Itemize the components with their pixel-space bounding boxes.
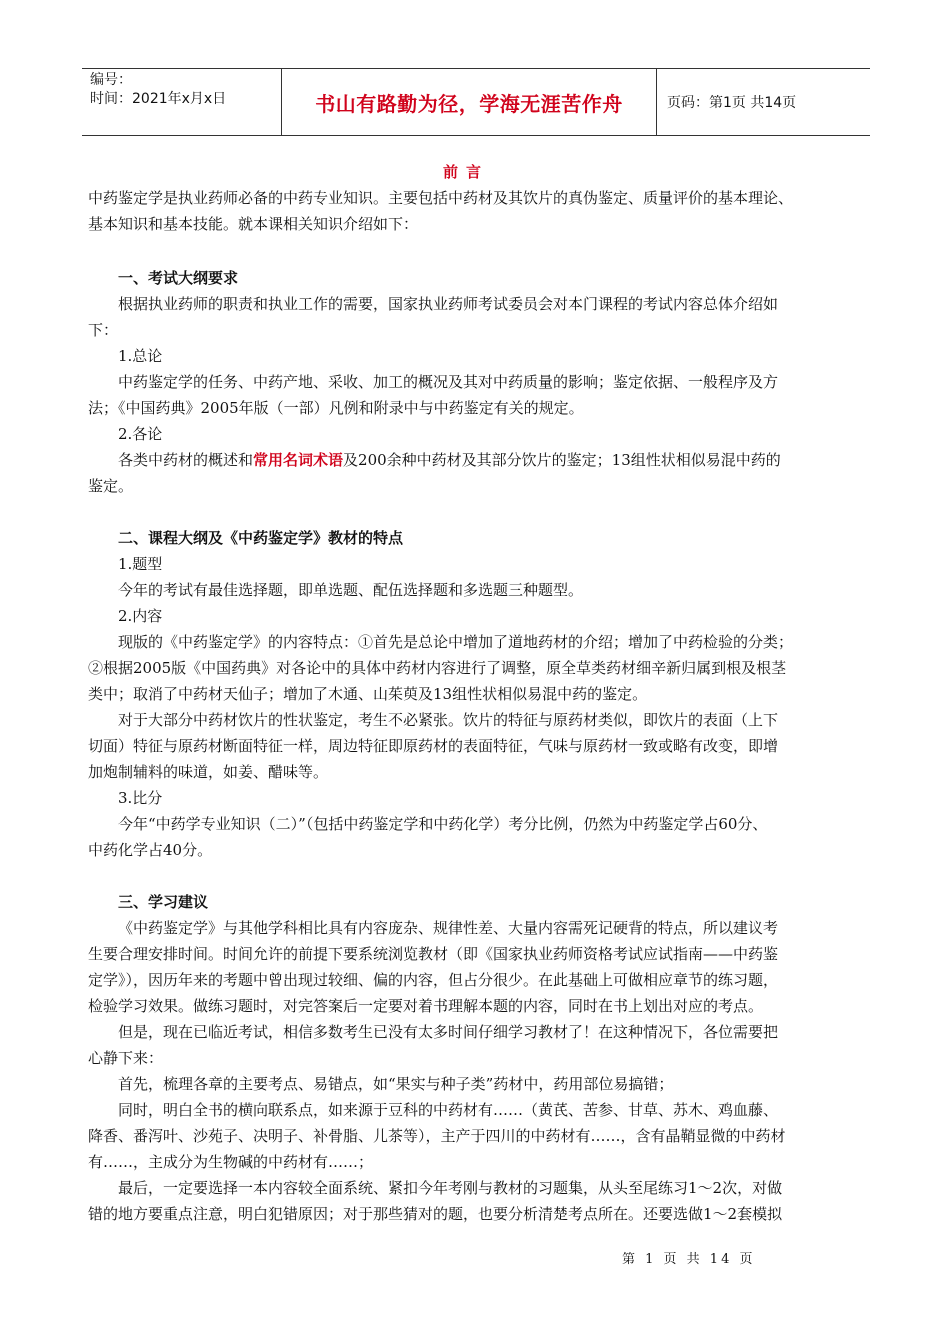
paragraph-line: 中药化学占40分。	[88, 841, 213, 859]
section-heading: 二、课程大纲及《中药鉴定学》教材的特点	[118, 529, 404, 547]
paragraph-line: 法；《中国药典》2005年版（一部）凡例和附录中与中药鉴定有关的规定。	[88, 399, 584, 417]
paragraph-line: 今年“中药学专业知识（二）”（包括中药鉴定学和中药化学）考分比例，仍然为中药鉴定学占60分、	[118, 815, 768, 833]
paragraph-line: 首先，梳理各章的主要考点、易错点，如“果实与种子类”药材中，药用部位易搞错；	[118, 1075, 674, 1093]
subheading: 1.总论	[118, 347, 163, 365]
paragraph-line: ②根据2005版《中国药典》对各论中的具体中药材内容进行了调整，原全草类药材细辛新归属到根及根茎	[88, 659, 787, 677]
paragraph-line: 今年的考试有最佳选择题，即单选题、配伍选择题和多选题三种题型。	[118, 581, 584, 599]
paragraph-line: 检验学习效果。做练习题时，对完答案后一定要对着书理解本题的内容，同时在书上划出对应的考点。	[88, 997, 764, 1015]
paragraph-line: 同时，明白全书的横向联系点，如来源于豆科的中药材有……（黄芪、苦参、甘草、苏木、鸡血藤、	[118, 1101, 779, 1119]
page-title: 前言	[443, 163, 490, 181]
paragraph-line: 有……，主成分为生物碱的中药材有……；	[88, 1153, 374, 1171]
subheading: 1.题型	[118, 555, 163, 573]
paragraph-line: 基本知识和基本技能。就本课相关知识介绍如下：	[88, 215, 419, 233]
paragraph-line: 根据执业药师的职责和执业工作的需要，国家执业药师考试委员会对本门课程的考试内容总体介绍如	[118, 295, 779, 313]
paragraph-line: 下：	[88, 321, 119, 339]
subheading: 3.比分	[118, 789, 163, 807]
paragraph-line: 定学》），因历年来的考题中曾出现过较细、偏的内容，但占分很少。在此基础上可做相应章节的练习题，	[88, 971, 779, 989]
highlighted-term: 常用名词术语	[253, 451, 344, 469]
text-span: 各类中药材的概述和	[118, 451, 254, 469]
paragraph-line: 切面）特征与原药材断面特征一样，周边特征即原药材的表面特征，气味与原药材一致或略有改变，即增	[88, 737, 779, 755]
paragraph-line: 错的地方要重点注意，明白犯错原因；对于那些猜对的题，也要分析清楚考点所在。还要选做1～2套模拟	[88, 1205, 783, 1223]
paragraph-line: 加炮制辅料的味道，如姜、醋味等。	[88, 763, 329, 781]
paragraph-line: 现版的《中药鉴定学》的内容特点：①首先是总论中增加了道地药材的介绍；增加了中药检验的分类；	[118, 633, 794, 651]
text-span: 及200余种中药材及其部分饮片的鉴定；13组性状相似易混中药的	[343, 451, 781, 469]
paragraph-line: 类中；取消了中药材天仙子；增加了木通、山茱萸及13组性状相似易混中药的鉴定。	[88, 685, 648, 703]
header-table	[82, 68, 870, 136]
motto: 书山有路勤为径，学海无涯苦作舟	[282, 69, 657, 135]
subheading: 2.内容	[118, 607, 163, 625]
paragraph-line: 降香、番泻叶、沙苑子、决明子、补骨脂、儿茶等），主产于四川的中药材有……，含有晶鞘显微的中药材	[88, 1127, 786, 1145]
paragraph-line: 但是，现在已临近考试，相信多数考生已没有太多时间仔细学习教材了！在这种情况下，各位需要把	[118, 1023, 779, 1041]
section-heading: 三、学习建议	[118, 893, 209, 911]
paragraph-line: 中药鉴定学的任务、中药产地、采收、加工的概况及其对中药质量的影响；鉴定依据、一般程序及方	[118, 373, 779, 391]
number-label: 编号：	[90, 72, 132, 88]
paragraph-line: 《中药鉴定学》与其他学科相比具有内容庞杂、规律性差、大量内容需死记硬背的特点，所以建议考	[118, 919, 779, 937]
page-footer: 第 1 页 共 14 页	[622, 1252, 756, 1267]
section-heading: 一、考试大纲要求	[118, 269, 239, 287]
paragraph-line: 对于大部分中药材饮片的性状鉴定，考生不必紧张。饮片的特征与原药材类似，即饮片的表面（上下	[118, 711, 779, 729]
paragraph-line: 中药鉴定学是执业药师必备的中药专业知识。主要包括中药材及其饮片的真伪鉴定、质量评价的基本理论、	[88, 189, 794, 207]
paragraph-line: 最后，一定要选择一本内容较全面系统、紧扣今年考刚与教材的习题集，从头至尾练习1～2次，对做	[118, 1179, 783, 1197]
paragraph-line	[118, 450, 781, 470]
subheading: 2.各论	[118, 425, 163, 443]
paragraph-line: 生要合理安排时间。时间允许的前提下要系统浏览教材（即《国家执业药师资格考试应试指南——中药鉴	[88, 945, 779, 963]
time-label: 时间：2021年x月x日	[90, 91, 227, 107]
paragraph-line: 鉴定。	[88, 477, 134, 495]
paragraph-line: 心静下来：	[88, 1049, 164, 1067]
page-label: 页码：第1页 共14页	[667, 95, 797, 111]
header-left-cell	[82, 69, 282, 135]
